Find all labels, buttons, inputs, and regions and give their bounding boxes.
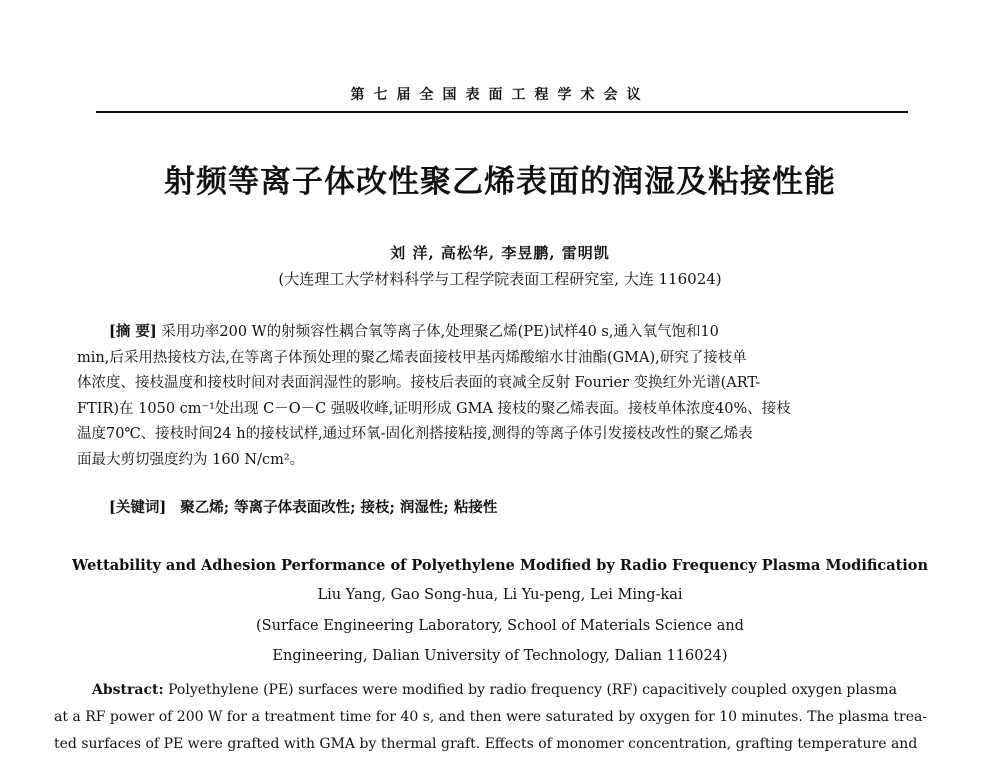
english-affiliation-line-2: Engineering, Dalian University of Technology, Dalian 116024) — [272, 648, 728, 664]
chinese-keywords-tag: [关键词] — [109, 499, 167, 516]
chinese-affiliation: (大连理工大学材料科学与工程学院表面工程研究室, 大连 116024) — [278, 270, 722, 288]
chinese-abstract — [77, 319, 922, 473]
chinese-abstract-tag: [摘 要] — [109, 323, 157, 340]
chinese-abstract-line: 面最大剪切强度约为 160 N/cm²。 — [77, 451, 305, 468]
english-abstract-line: ted surfaces of PE were grafted with GMA by thermal graft. Effects of monomer concentration, grafting temperature and — [54, 736, 918, 752]
chinese-abstract-line — [77, 319, 922, 346]
chinese-keywords-text: 聚乙烯; 等离子体表面改性; 接枝; 润湿性; 粘接性 — [180, 499, 498, 516]
english-abstract — [54, 677, 938, 758]
english-abstract-text: Polyethylene (PE) surfaces were modified by radio frequency (RF) capacitively coupled oxygen plasma — [168, 682, 898, 698]
chinese-keywords — [109, 496, 909, 517]
chinese-abstract-text: 采用功率200 W的射频容性耦合氧等离子体,处理聚乙烯(PE)试样40 s,通入氧气饱和10 — [161, 324, 719, 340]
chinese-authors: 刘 洋, 高松华, 李昱鹏, 雷明凯 — [390, 244, 610, 262]
header-rule — [96, 111, 908, 113]
english-abstract-tag: Abstract: — [92, 682, 164, 698]
english-abstract-line: at a RF power of 200 W for a treatment time for 40 s, and then were saturated by oxygen for 10 minutes. The plasma trea- — [54, 709, 928, 725]
chinese-abstract-line: 温度70℃、接枝时间24 h的接枝试样,通过环氧-固化剂搭接粘接,测得的等离子体引发接枝改性的聚乙烯表 — [77, 426, 753, 442]
chinese-abstract-line: 体浓度、接枝温度和接枝时间对表面润湿性的影响。接枝后表面的衰减全反射 Fourier 变换红外光谱(ART- — [77, 375, 761, 391]
chinese-abstract-line: FTIR)在 1050 cm⁻¹处出现 C－O－C 强吸收峰,证明形成 GMA 接枝的聚乙烯表面。接枝单体浓度40%、接枝 — [77, 400, 791, 417]
english-abstract-line — [54, 677, 938, 704]
english-authors: Liu Yang, Gao Song-hua, Li Yu-peng, Lei Ming-kai — [317, 587, 683, 603]
chinese-abstract-line: min,后采用热接枝方法,在等离子体预处理的聚乙烯表面接枝甲基丙烯酸缩水甘油酯(GMA),研究了接枝单 — [77, 349, 747, 366]
english-title: Wettability and Adhesion Performance of Polyethylene Modified by Radio Frequency Plasma Modification — [71, 557, 929, 574]
running-head: 第七届全国表面工程学术会议 — [350, 87, 650, 103]
english-affiliation-line-1: (Surface Engineering Laboratory, School of Materials Science and — [256, 618, 744, 634]
chinese-title: 射频等离子体改性聚乙烯表面的润湿及粘接性能 — [164, 164, 836, 200]
